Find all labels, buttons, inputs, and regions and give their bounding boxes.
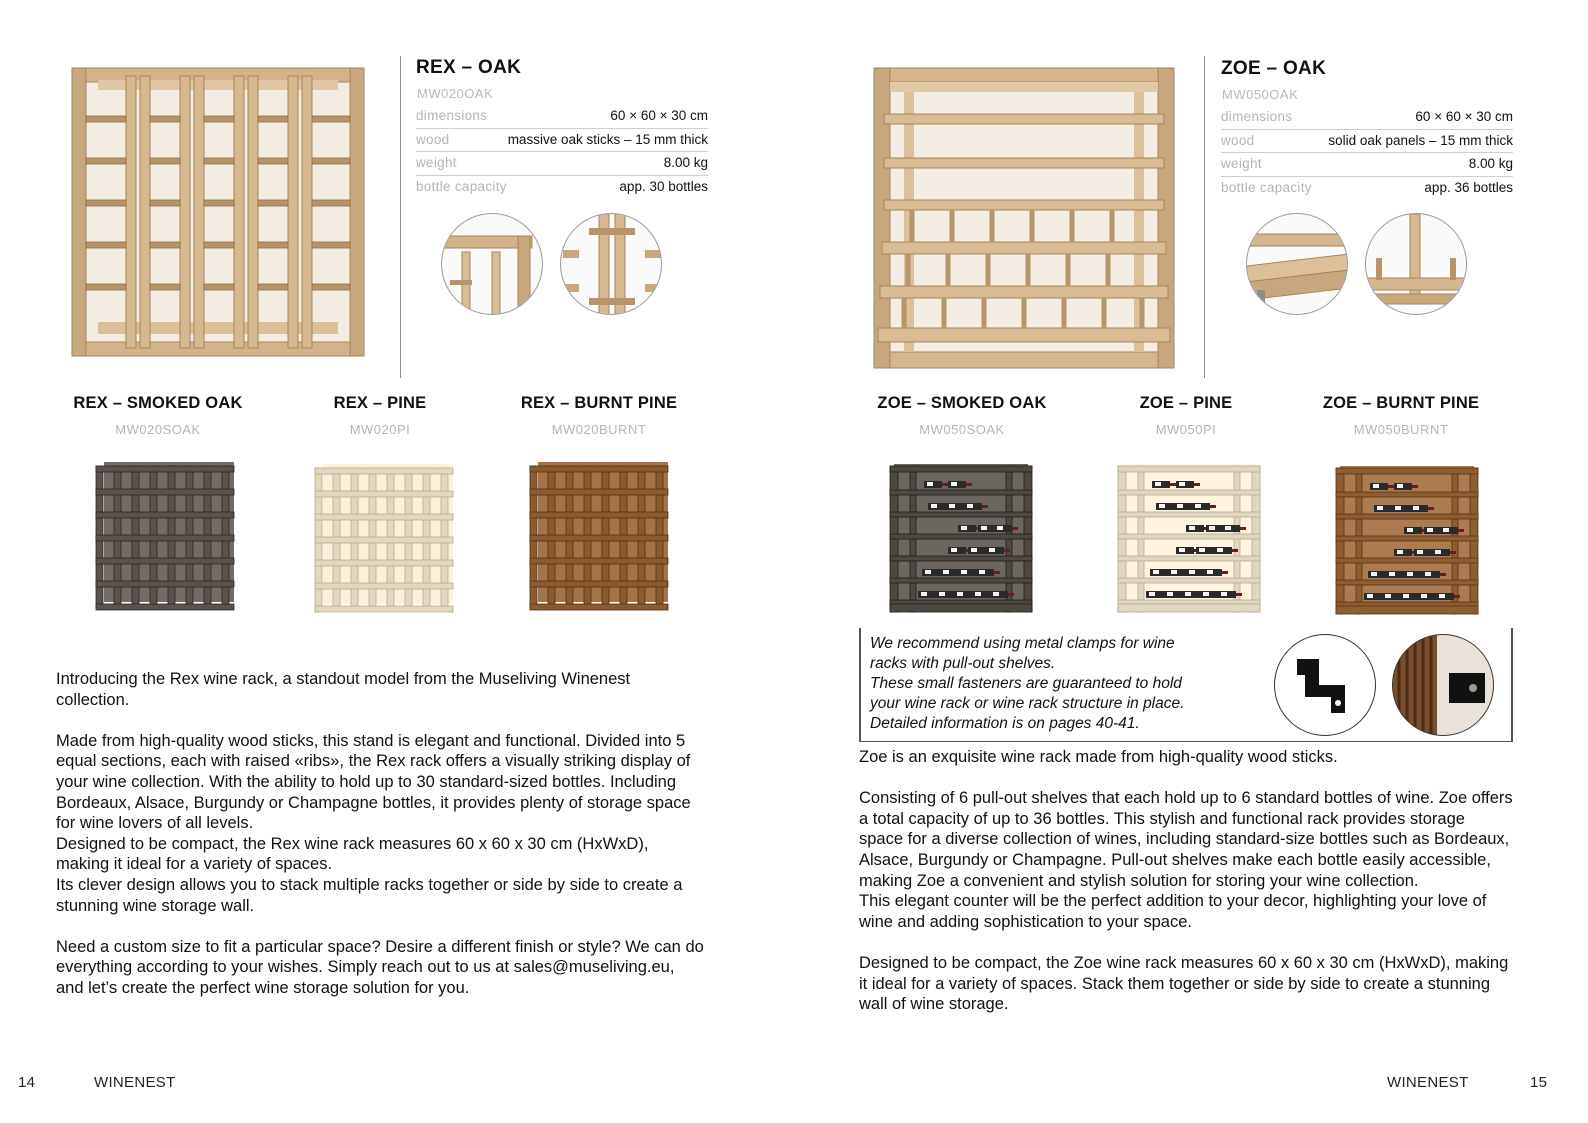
zoe-variant-pine [1106, 394, 1266, 437]
spec-row-dimensions [1221, 106, 1513, 130]
rex-paragraph-dimensions: Designed to be compact, the Rex wine rack measures 60 x 60 x 30 cm (HxWxD), making it ideal for a variety of spaces. [56, 834, 649, 874]
variant-title: REX – PINE [333, 394, 427, 412]
spec-label: bottle capacity [416, 178, 507, 194]
spec-row-bottle-capacity [1221, 177, 1513, 201]
left-divider-line [400, 56, 401, 378]
spec-row-bottle-capacity [416, 176, 708, 200]
right-divider-line [1204, 56, 1205, 378]
rex-paragraph-contact [56, 937, 706, 999]
left-page-number: 14 [18, 1074, 36, 1091]
spec-label: wood [416, 131, 450, 147]
variant-code: MW050PI [1155, 422, 1217, 437]
zoe-frame-detail-photo [1365, 213, 1467, 315]
spec-row-weight [1221, 153, 1513, 177]
spec-label: dimensions [1221, 109, 1293, 124]
zoe-description [859, 747, 1513, 1015]
spec-value: solid oak panels – 15 mm thick [1328, 132, 1513, 148]
clamp-installed-photo [1392, 634, 1494, 736]
note-line: racks with pull-out shelves. [870, 655, 1056, 672]
contact-text-before: Need a custom size to fit a particular space? Desire a different finish or style? We can do everything according to your wishes. Simply reach out to us at [56, 937, 704, 977]
zoe-paragraph-shelves: Consisting of 6 pull-out shelves that each hold up to 6 standard bottles of wine. Zoe offers a total capacity of up to 36 bottles. This stylish and functional rack provides storage space for a diverse collection of wines, including standard-size bottles such as Bordeaux, Alsace, Burgundy or Champagne. Pull-out shelves make each bottle easily accessible, making Zoe a convenient and stylish solution for storing your wine collection. [859, 789, 1513, 890]
spec-row-wood [1221, 130, 1513, 154]
rex-smoked-oak-photo [92, 462, 238, 612]
zoe-paragraph-intro: Zoe is an exquisite wine rack made from high-quality wood sticks. [859, 748, 1338, 766]
metal-clamp-photo [1274, 634, 1376, 736]
rex-spec-table [416, 105, 708, 199]
spec-value: 60 × 60 × 30 cm [610, 108, 708, 123]
variant-title: ZOE – BURNT PINE [1322, 394, 1480, 412]
sales-email-link[interactable]: sales@museliving.eu [513, 958, 670, 977]
variant-title: REX – BURNT PINE [520, 394, 678, 412]
rex-paragraph-intro: Introducing the Rex wine rack, a standout model from the Museliving Winenest collection. [56, 670, 631, 709]
variant-title: ZOE – SMOKED OAK [877, 394, 1047, 412]
zoe-burnt-pine-photo [1334, 466, 1480, 616]
rex-description [56, 669, 706, 999]
zoe-paragraph-decor: This elegant counter will be the perfect addition to your decor, highlighting your love of wine and adding sophistication to your space. [859, 892, 1487, 931]
right-footer-brand: WINENEST [1387, 1074, 1469, 1091]
rex-pine-photo [311, 464, 457, 614]
spec-row-wood [416, 129, 708, 153]
spec-value: app. 30 bottles [619, 178, 708, 194]
variant-code: MW020SOAK [115, 422, 201, 437]
zoe-oak-photo [872, 66, 1176, 370]
left-footer-brand: WINENEST [94, 1074, 176, 1091]
zoe-spec-table [1221, 106, 1513, 200]
variant-code: MW050SOAK [919, 422, 1005, 437]
rex-paragraph-materials: Made from high-quality wood sticks, this stand is elegant and functional. Divided into 5 equal sections, each with raised «ribs», the Rex rack offers a visually striking display of your wine collection. With the ability to hold up to 30 standard-sized bottles. Including Bordeaux, Alsace, Burgundy or Champagne bottles, it provides plenty of storage space for wine lovers of all levels. [56, 731, 691, 833]
rex-rib-detail-photo [560, 213, 662, 315]
note-line: We recommend using metal clamps for wine [870, 635, 1175, 652]
rex-oak-code: MW020OAK [417, 86, 494, 101]
note-line: your wine rack or wine rack structure in place. [870, 695, 1185, 712]
rex-corner-detail-photo [441, 213, 543, 315]
spec-value: 60 × 60 × 30 cm [1415, 109, 1513, 124]
clamps-note-text [870, 634, 1270, 734]
spec-row-dimensions [416, 105, 708, 129]
zoe-shelf-detail-photo [1246, 213, 1348, 315]
spec-label: dimensions [416, 108, 488, 123]
clamps-note-box [859, 628, 1513, 742]
rex-burnt-pine-photo [526, 462, 672, 612]
spec-value: 8.00 kg [663, 155, 708, 170]
rex-oak-photo [68, 66, 368, 360]
spec-label: weight [416, 155, 457, 170]
variant-title: REX – SMOKED OAK [73, 394, 243, 412]
zoe-variant-burnt-pine [1306, 394, 1496, 437]
spec-label: wood [1221, 132, 1255, 148]
spec-value: massive oak sticks – 15 mm thick [507, 131, 708, 147]
zoe-paragraph-dimensions: Designed to be compact, the Zoe wine rack measures 60 x 60 x 30 cm (HxWxD), making it ideal for a variety of spaces. Stack them together or side by side to create a stunning wall of wine storage. [859, 953, 1509, 1014]
contact-text-after: , and let’s create the perfect wine storage solution for you. [56, 958, 675, 997]
zoe-pine-photo [1116, 464, 1262, 614]
rex-paragraph-stacking: Its clever design allows you to stack multiple racks together or side by side to create a stunning wine storage wall. [56, 875, 683, 915]
zoe-variant-smoked-oak [862, 394, 1062, 437]
note-line: These small fasteners are guaranteed to hold [870, 675, 1182, 692]
zoe-smoked-oak-photo [888, 464, 1034, 614]
spec-value: 8.00 kg [1468, 156, 1513, 171]
variant-code: MW020PI [349, 422, 411, 437]
zoe-oak-title: ZOE – OAK [1221, 58, 1327, 79]
variant-title: ZOE – PINE [1139, 394, 1233, 412]
spec-row-weight [416, 152, 708, 176]
variant-code: MW020BURNT [551, 422, 647, 437]
variant-code: MW050BURNT [1353, 422, 1449, 437]
right-page-number: 15 [1530, 1074, 1548, 1091]
note-line: Detailed information is on pages 40-41. [870, 715, 1140, 732]
rex-variant-burnt-pine [504, 394, 694, 437]
rex-variant-smoked-oak [58, 394, 258, 437]
spec-label: bottle capacity [1221, 179, 1312, 195]
rex-variant-pine [300, 394, 460, 437]
spec-label: weight [1221, 156, 1262, 171]
zoe-oak-code: MW050OAK [1222, 87, 1299, 102]
spec-value: app. 36 bottles [1424, 179, 1513, 195]
rex-oak-title: REX – OAK [416, 57, 522, 78]
